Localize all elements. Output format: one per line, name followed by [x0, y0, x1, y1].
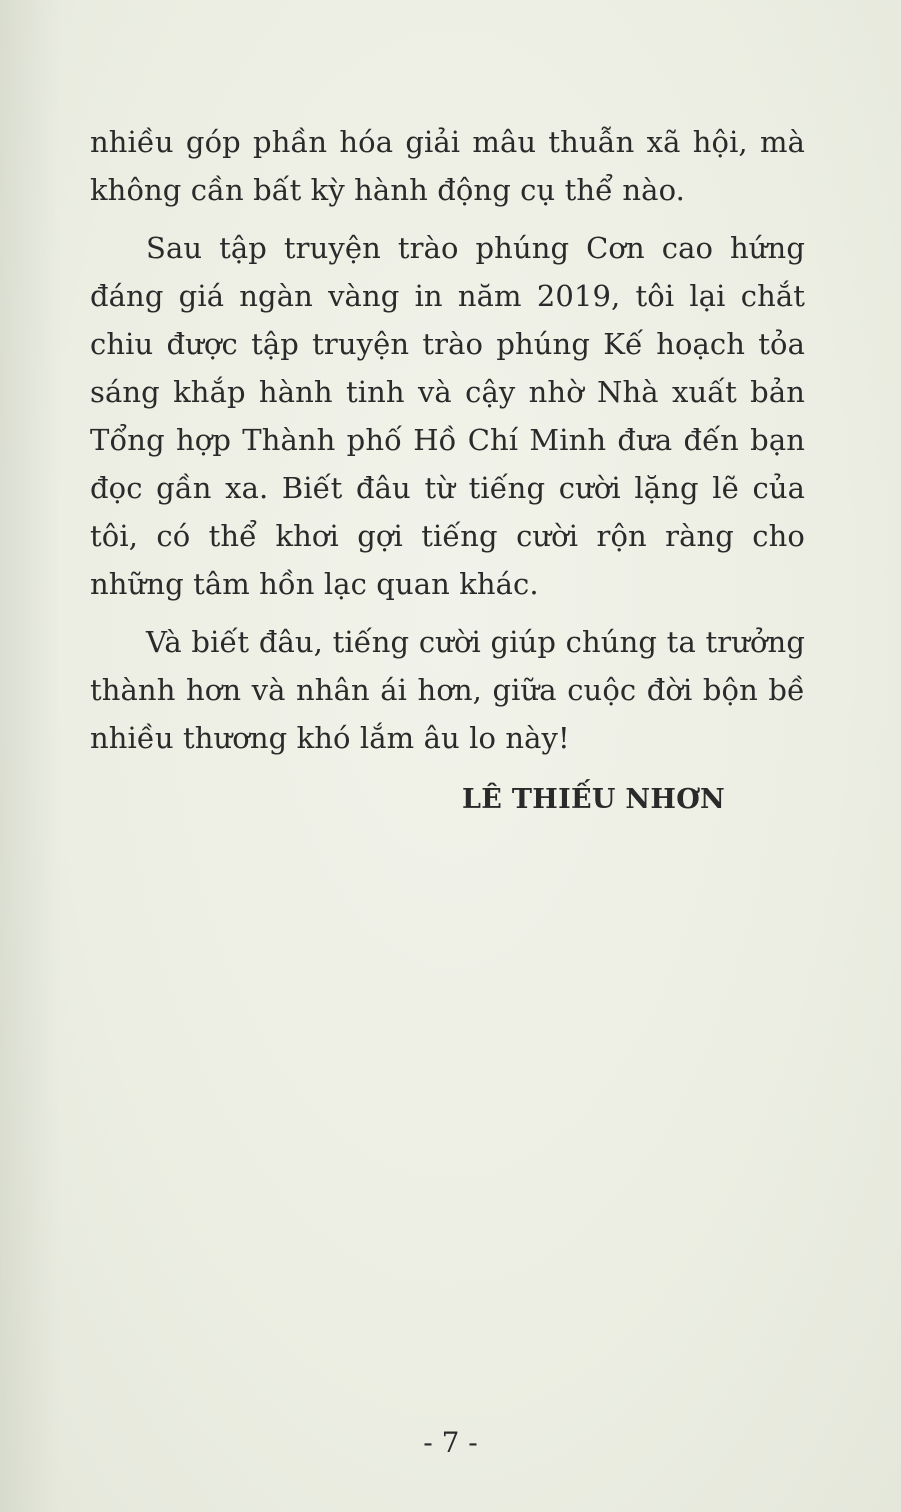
author-signature: LÊ THIẾU NHƠN — [462, 784, 726, 815]
paragraph-1: nhiều góp phần hóa giải mâu thuẫn xã hội, mà không cần bất kỳ hành động cụ thể nào. — [90, 125, 805, 207]
paragraph-3: Và biết đâu, tiếng cười giúp chúng ta trưởng thành hơn và nhân ái hơn, giữa cuộc đời bộn bề nhiều thương khó lắm âu lo này! — [90, 625, 805, 755]
paragraph-2: Sau tập truyện trào phúng Cơn cao hứng đáng giá ngàn vàng in năm 2019, tôi lại chắt chiu được tập truyện trào phúng Kế hoạch tỏa sáng khắp hành tinh và cậy nhờ Nhà xuất bản Tổng hợp Thành phố Hồ Chí Minh đưa đến bạn đọc gần xa. Biết đâu từ tiếng cười lặng lẽ của tôi, có thể khơi gợi tiếng cười rộn ràng cho những tâm hồn lạc quan khác. — [90, 231, 805, 601]
body-text — [90, 118, 805, 762]
page-number: - 7 - — [423, 1426, 478, 1459]
